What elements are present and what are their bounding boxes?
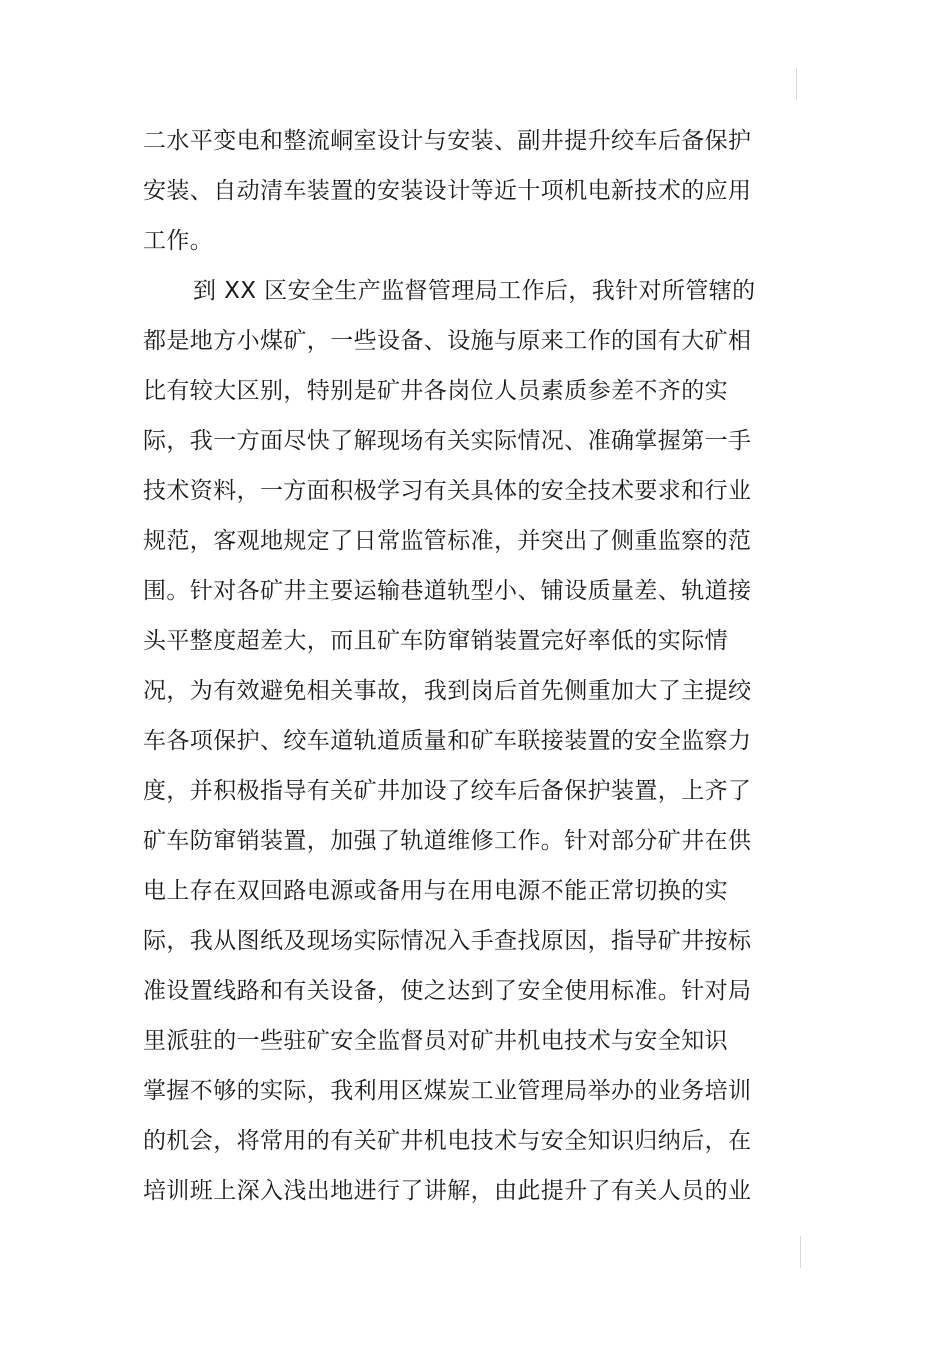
text-line: 都是地方小煤矿，一些设备、设施与原来工作的国有大矿相 [143, 328, 752, 354]
text-line: 准设置线路和有关设备，使之达到了安全使用标准。针对局 [143, 978, 752, 1004]
text-line: 培训班上深入浅出地进行了讲解，由此提升了有关人员的业 [143, 1178, 752, 1204]
text-line: 工作。 [143, 228, 214, 254]
text-line: 比有较大区别，特别是矿井各岗位人员素质参差不齐的实 [143, 378, 728, 404]
text-line: 际，我从图纸及现场实际情况入手查找原因，指导矿井按标 [143, 928, 752, 954]
text-line: 里派驻的一些驻矿安全监督员对矿井机电技术与安全知识 [143, 1028, 728, 1054]
text-line: 头平整度超差大，而且矿车防窜销装置完好率低的实际情 [143, 628, 728, 654]
margin-mark-top [796, 68, 797, 100]
text-line: 安装、自动清车装置的安装设计等近十项机电新技术的应用 [143, 178, 752, 204]
text-line: 到 XX 区安全生产监督管理局工作后，我针对所管辖的 [193, 278, 756, 304]
text-line: 度，并积极指导有关矿井加设了绞车后备保护装置，上齐了 [143, 778, 752, 804]
text-line: 际，我一方面尽快了解现场有关实际情况、准确掌握第一手 [143, 428, 752, 454]
text-line: 电上存在双回路电源或备用与在用电源不能正常切换的实 [143, 878, 728, 904]
text-line: 况，为有效避免相关事故，我到岗后首先侧重加大了主提绞 [143, 678, 752, 704]
margin-mark-bottom [800, 1236, 801, 1268]
text-line: 掌握不够的实际，我利用区煤炭工业管理局举办的业务培训 [143, 1078, 752, 1104]
body-text [143, 116, 763, 1216]
text-line: 矿车防窜销装置，加强了轨道维修工作。针对部分矿井在供 [143, 828, 752, 854]
text-line: 围。针对各矿井主要运输巷道轨型小、铺设质量差、轨道接 [143, 578, 752, 604]
text-line: 的机会，将常用的有关矿井机电技术与安全知识归纳后，在 [143, 1128, 752, 1154]
text-line: 规范，客观地规定了日常监管标准，并突出了侧重监察的范 [143, 528, 752, 554]
text-line: 车各项保护、绞车道轨道质量和矿车联接装置的安全监察力 [143, 728, 752, 754]
text-line: 技术资料，一方面积极学习有关具体的安全技术要求和行业 [143, 478, 752, 504]
text-line: 二水平变电和整流峒室设计与安装、副井提升绞车后备保护 [143, 128, 752, 154]
